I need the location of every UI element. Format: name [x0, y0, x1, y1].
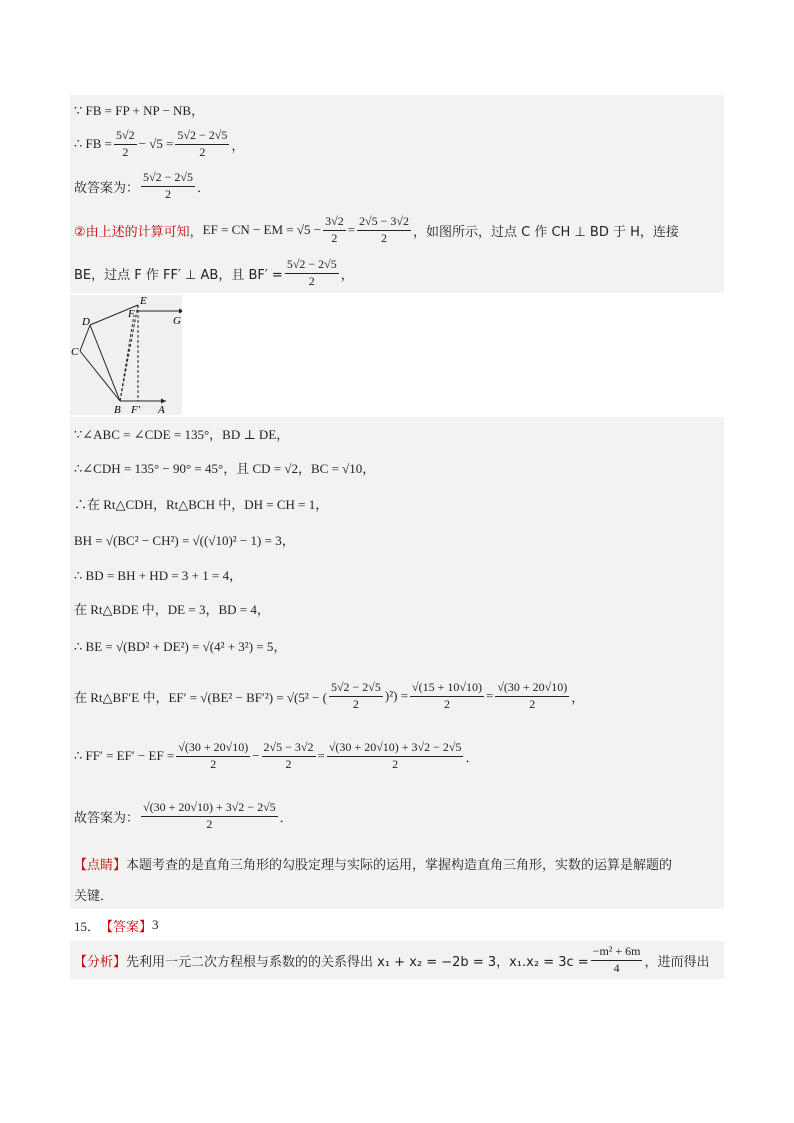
fraction: $\frac{√(30 + 20√10)}{2}$ — [178, 740, 249, 771]
fraction: $\frac{2√5 - 3√2}{2}$ — [263, 740, 314, 771]
fraction: $\frac{√(30 + 20√10) + 3√2 - 2√5}{2}$ — [143, 800, 276, 831]
label-F: F — [128, 308, 135, 320]
answer-value: 3 — [152, 917, 159, 932]
equation-text: − √5 = — [138, 136, 174, 151]
fraction: $\frac{\text{−m² + 6m}}{4}$ — [592, 944, 641, 975]
line-fb-value: ∴ FB = $\frac{5√2}{2}$ − √5 = $\frac{5√2 - 2√5}{2}$ ， — [70, 123, 724, 165]
answer-tag: 【答案】 — [100, 919, 153, 935]
line-construction: BE，过点 F 作 FF′ ⊥ AB，且 BF′ = $\frac{5√2 - 2√5}{2}$ ， — [70, 253, 724, 293]
equation-text: 在 Rt△BDE 中，DE = 3，BD = 4， — [74, 601, 270, 617]
line-ef-prime: 在 Rt△BF′E 中，EF′ = √(BE² − BF′²) = √(5² − ( $\frac{5√2 - 2√5}{2}$ )²) = $\frac{√(15 + 10√10)}{2}$ = $\frac{√(30 + 20√10)}{2}$ ， — [70, 665, 724, 727]
equation-text: ∴ BE = √(BD² + DE²) = √(4² + 3²) = 5， — [74, 638, 287, 654]
segment-DC — [80, 325, 90, 351]
fraction: $\frac{5√2 - 2√5}{2}$ — [143, 170, 193, 201]
fraction: $\frac{√(30 + 20√10)}{2}$ — [497, 680, 568, 711]
equation-text: BE，过点 F 作 FF′ ⊥ AB，且 BF′ = — [74, 267, 283, 283]
segment-DB — [90, 325, 120, 401]
fraction: $\frac{5√2}{2}$ — [116, 128, 135, 159]
answer-label: 故答案为： — [74, 810, 140, 826]
diagram-row — [70, 293, 724, 417]
line-ff-prime: ∴ FF′ = EF′ − EF = $\frac{√(30 + 20√10)}{2}$ − $\frac{2√5 - 3√2}{2}$ = $\frac{√(30 + 20√10) + 3√2 - 2√5}{2}$ ． — [70, 727, 724, 785]
label-C: C — [71, 346, 79, 358]
fraction: $\frac{5√2 - 2√5}{2}$ — [286, 257, 337, 288]
answer-label: 故答案为： — [74, 180, 140, 196]
label-Fprime: F′ — [131, 404, 141, 415]
equation-text: ∵∠ABC = ∠CDE = 135°，BD ⊥ DE， — [74, 426, 290, 442]
line-be — [70, 625, 724, 665]
label-B: B — [114, 404, 121, 415]
part-2-heading: ②由上述的计算可知， — [74, 224, 203, 240]
line-bd — [70, 557, 724, 591]
line-cdh-angle — [70, 449, 724, 485]
equation-text: ∴ FB = — [74, 136, 113, 151]
line-comment-end — [70, 879, 724, 909]
line-rt-bde — [70, 591, 724, 625]
line-bh — [70, 521, 724, 557]
equation-text: ∴ BD = BH + HD = 3 + 1 = 4， — [74, 567, 243, 583]
equation-text: EF = CN − EM = √5 − — [202, 222, 322, 237]
question-number: 15． — [74, 918, 101, 934]
line-answer-1: 故答案为： $\frac{5√2 - 2√5}{2}$ ． — [70, 165, 724, 207]
line-comment — [70, 847, 724, 879]
equation-text: ，如图所示，过点 C 作 CH ⊥ BD 于 H，连接 — [413, 224, 679, 240]
fraction: $\frac{3√2}{2}$ — [325, 214, 344, 245]
line-answer-2: 故答案为： $\frac{√(30 + 20√10) + 3√2 - 2√5}{2}$ ． — [70, 785, 724, 847]
segment-BF — [120, 315, 134, 401]
line-q15-answer — [70, 909, 724, 941]
arrow-G — [179, 309, 182, 314]
equation-text: ∴在 Rt△CDH，Rt△BCH 中，DH = CH = 1， — [74, 496, 329, 512]
line-angles — [70, 417, 724, 449]
label-A: A — [158, 404, 165, 415]
comment-tag: 【点睛】 — [74, 857, 127, 873]
fraction: $\frac{5√2 - 2√5}{2}$ — [177, 128, 228, 159]
equation-text: ∴ FF′ = EF′ − EF = — [74, 748, 175, 763]
fraction: $\frac{√(15 + 10√10)}{2}$ — [412, 680, 482, 711]
label-G: G — [173, 315, 181, 327]
segment-CB — [80, 351, 120, 401]
analysis-tag: 【分析】 — [74, 954, 127, 970]
comment-text: 关键． — [74, 888, 114, 904]
label-D: D — [82, 316, 90, 328]
geometry-diagram — [70, 295, 182, 415]
equation-text: ∴∠CDH = 135° − 90° = 45°，且 CD = √2，BC = √10， — [74, 460, 376, 476]
equation-text: BH = √(BC² − CH²) = √((√10)² − 1) = 3， — [74, 532, 295, 548]
line-rt-cdh — [70, 485, 724, 521]
solution-content — [70, 95, 724, 979]
analysis-text: 先利用一元二次方程根与系数的的关系得出 x₁ + x₂ = −2b = 3，x₁.x₂ = 3c = — [126, 954, 589, 970]
line-part2-intro: ②由上述的计算可知， EF = CN − EM = √5 − $\frac{3√2}{2}$ = $\frac{2√5 - 3√2}{2}$ ，如图所示，过点 C 作 CH ⊥ BD 于 H，连接 — [70, 207, 724, 253]
fraction: $\frac{5√2 - 2√5}{2}$ — [330, 680, 381, 711]
comment-text: 本题考查的是直角三角形的勾股定理与实际的运用，掌握构造直角三角形，实数的运算是解题的 — [126, 857, 673, 873]
line-fb-sum — [70, 95, 724, 123]
fraction: $\frac{2√5 - 3√2}{2}$ — [359, 214, 409, 245]
equation-text: ∵ FB = FP + NP − NB， — [74, 102, 205, 118]
arrow-A — [161, 399, 166, 404]
fraction: $\frac{√(30 + 20√10) + 3√2 - 2√5}{2}$ — [328, 740, 462, 771]
line-analysis: 【分析】 先利用一元二次方程根与系数的的关系得出 x₁ + x₂ = −2b = 3，x₁.x₂ = 3c = $\frac{\text{−m² + 6m}}{4}$ ，进而得出 — [70, 941, 724, 979]
equation-text: 在 Rt△BF′E 中，EF′ = √(BE² − BF′²) = √(5² − ( — [74, 689, 327, 705]
label-E: E — [140, 295, 147, 307]
